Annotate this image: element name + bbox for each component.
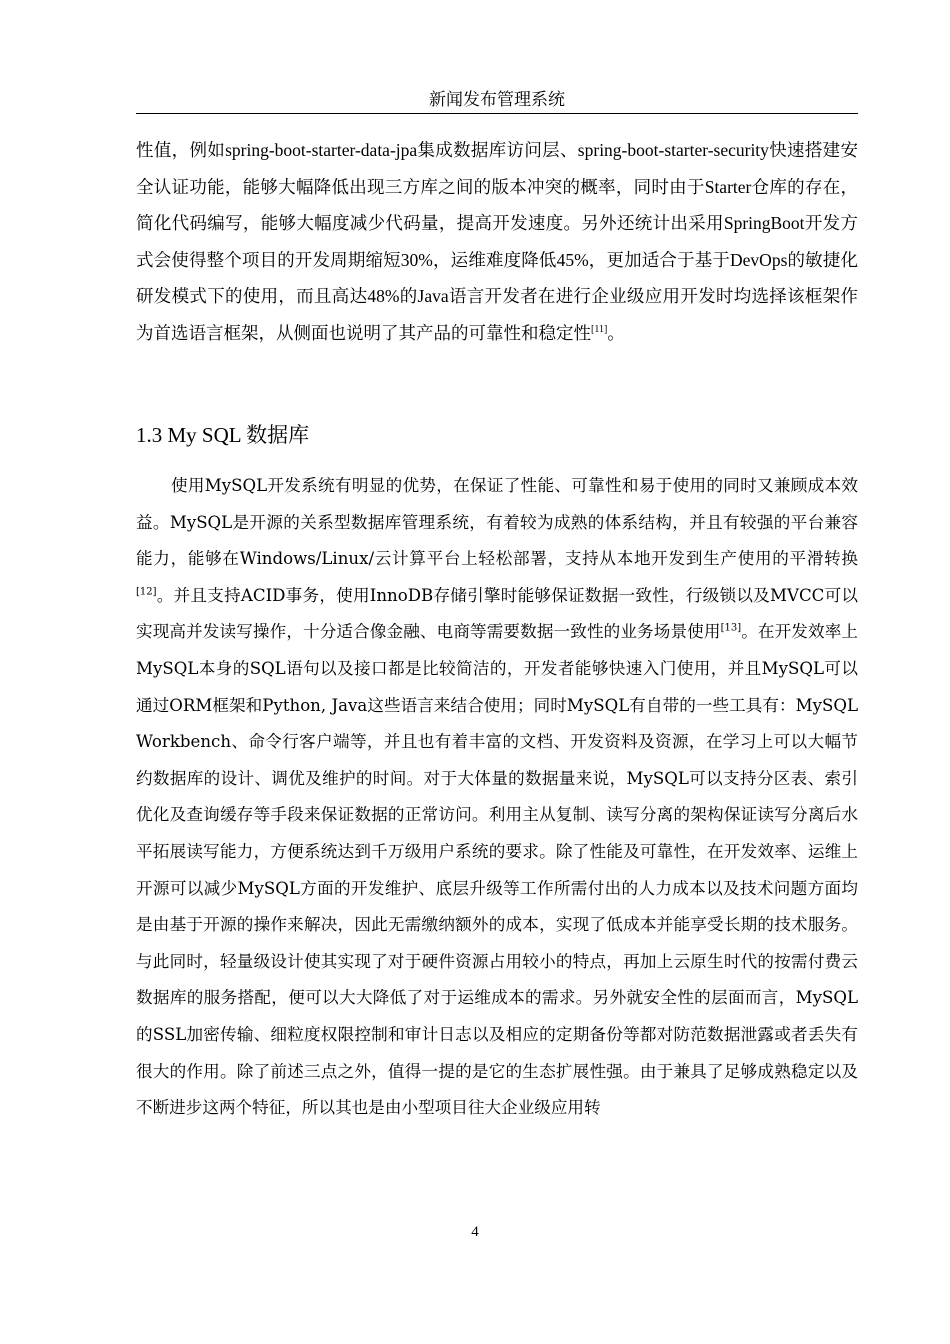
paragraph-text-part1: 使用MySQL开发系统有明显的优势，在保证了性能、可靠性和易于使用的同时又兼顾成本效益。MySQL是开源的关系型数据库管理系统，有着较为成熟的体系结构，并且有较强的平台兼容能力，能够在Windows/Linux/云计算平台上轻松部署，支持从本地开发到生产使用的平滑转换 [136,476,858,569]
paragraph-springboot-continued [136,132,858,352]
paragraph-mysql [136,468,858,1127]
paragraph-end: 。 [607,322,625,343]
citation-marker: [12] [136,586,157,598]
paragraph-text-part3: 。在开发效率上MySQL本身的SQL语句以及接口都是比较简洁的，开发者能够快速入门使用，并且MySQL可以通过ORM框架和Python, Java这些语言来结合使用；同时MySQL有自带的一些工具有：MySQL Workbench、命令行客户端等，并且也有着丰富的文档、开发资料及资源，在学习上可以大幅节约数据库的设计、调优及维护的时间。对于大体量的数据量来说，MySQL可以支持分区表、索引优化及查询缓存等手段来保证数据的正常访问。利用主从复制、读写分离的架构保证读写分离后水平拓展读写能力，方便系统达到千万级用户系统的要求。除了性能及可靠性，在开发效率、运维上开源可以减少MySQL方面的开发维护、底层升级等工作所需付出的人力成本以及技术问题方面均是由基于开源的操作来解决，因此无需缴纳额外的成本，实现了低成本并能享受长期的技术服务。与此同时，轻量级设计使其实现了对于硬件资源占用较小的特点，再加上云原生时代的按需付费云数据库的服务搭配，便可以大大降低了对于运维成本的需求。另外就安全性的层面而言，MySQL的SSL加密传输、细粒度权限控制和审计日志以及相应的定期备份等都对防范数据泄露或者丢失有很大的作用。除了前述三点之外，值得一提的是它的生态扩展性强。由于兼具了足够成熟稳定以及不断进步这两个特征，所以其也是由小型项目往大企业级应用转 [136,622,859,1118]
section-heading: 1.3 My SQL 数据库 [136,423,310,447]
page-number: 4 [471,1224,479,1240]
citation-marker: [13] [720,622,742,634]
header-divider [136,113,858,114]
running-header-title: 新闻发布管理系统 [429,90,565,110]
paragraph-text-part2: 。并且支持ACID事务，使用InnoDB存储引擎时能够保证数据一致性，行级锁以及MVCC可以实现高并发读写操作，十分适合像金融、电商等需要数据一致性的业务场景使用 [136,585,858,642]
paragraph-text: 性值，例如spring-boot-starter-data-jpa集成数据库访问层、spring-boot-starter-security快速搭建安全认证功能，能够大幅降低出现三方库之间的版本冲突的概率，同时由于Starter仓库的存在，简化代码编写，能够大幅度减少代码量，提高开发速度。另外还统计出采用SpringBoot开发方式会使得整个项目的开发周期缩短30%，运维难度降低45%，更加适合于基于DevOps的敏捷化研发模式下的使用，而且高达48%的Java语言开发者在进行企业级应用开发时均选择该框架作为首选语言框架，从侧面也说明了其产品的可靠性和稳定性 [136,140,858,343]
citation-marker: [11] [591,324,608,336]
